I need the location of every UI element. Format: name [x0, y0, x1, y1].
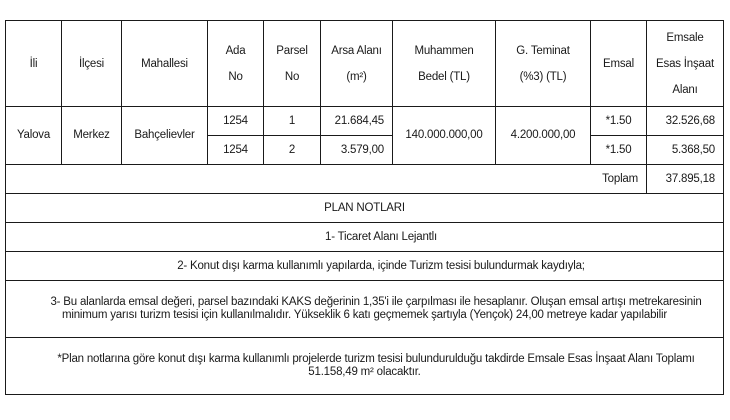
parcel-table	[5, 20, 724, 395]
cell-arsa-alani: 3.579,00	[321, 136, 393, 165]
plan-note-row	[6, 252, 724, 281]
table-row	[6, 107, 724, 136]
total-label: Toplam	[591, 165, 647, 194]
cell-ada: 1254	[208, 107, 264, 136]
header-muhammen-bedel: Muhammen Bedel (TL)	[393, 21, 496, 107]
cell-muhammen-bedel: 140.000.000,00	[393, 107, 496, 165]
plan-note-2: 2- Konut dışı karma kullanımlı yapılarda, içinde Turizm tesisi bulundurmak kaydıyla;	[6, 252, 724, 281]
total-row	[6, 165, 724, 194]
total-value: 37.895,18	[647, 165, 724, 194]
header-parsel-no: Parsel No	[264, 21, 321, 107]
cell-ilce: Merkez	[62, 107, 122, 165]
cell-emsal: *1.50	[591, 107, 647, 136]
cell-teminat: 4.200.000,00	[496, 107, 591, 165]
header-emsal: Emsal	[591, 21, 647, 107]
cell-il: Yalova	[6, 107, 62, 165]
cell-parsel: 2	[264, 136, 321, 165]
header-arsa-alani: Arsa Alanı (m²)	[321, 21, 393, 107]
cell-arsa-alani: 21.684,45	[321, 107, 393, 136]
header-row	[6, 21, 724, 107]
plan-note-3-line-2: minimum yarısı turizm tesisi için kullanılmalıdır. Yükseklik 6 katı geçmemek şartıyla (Yençok) 24,00 metreye kadar yapılabilir	[62, 309, 667, 321]
footnote	[6, 338, 724, 395]
cell-parsel: 1	[264, 107, 321, 136]
footnote-row	[6, 338, 724, 395]
footnote-line-2: 51.158,49 m² olacaktır.	[308, 366, 421, 378]
header-insaat-alani: Emsale Esas İnşaat Alanı	[647, 21, 724, 107]
cell-emsal: *1.50	[591, 136, 647, 165]
cell-insaat-alani: 5.368,50	[647, 136, 724, 165]
plan-note-row	[6, 281, 724, 338]
plan-note-row	[6, 223, 724, 252]
footnote-line-1: *Plan notlarına göre konut dışı karma kullanımlı projelerde turizm tesisi bulundurulduğu takdirde Emsale Esas İnşaat Alanı Toplamı	[57, 353, 695, 365]
plan-notes-title-row	[6, 194, 724, 223]
plan-note-1: 1- Ticaret Alanı Lejantlı	[6, 223, 724, 252]
header-ada-no: Ada No	[208, 21, 264, 107]
header-teminat: G. Teminat (%3) (TL)	[496, 21, 591, 107]
plan-note-3-line-1: 3- Bu alanlarda emsal değeri, parsel bazındaki KAKS değerinin 1,35'i ile çarpılması ile hesaplanır. Oluşan emsal artışı metrekaresinin	[50, 296, 702, 308]
header-mahalle: Mahallesi	[122, 21, 208, 107]
header-ilce: İlçesi	[62, 21, 122, 107]
cell-mahalle: Bahçelievler	[122, 107, 208, 165]
cell-ada: 1254	[208, 136, 264, 165]
plan-note-3	[6, 281, 724, 338]
plan-notes-title: PLAN NOTLARI	[6, 194, 724, 223]
header-il: İli	[6, 21, 62, 107]
cell-insaat-alani: 32.526,68	[647, 107, 724, 136]
total-spacer	[6, 165, 591, 194]
